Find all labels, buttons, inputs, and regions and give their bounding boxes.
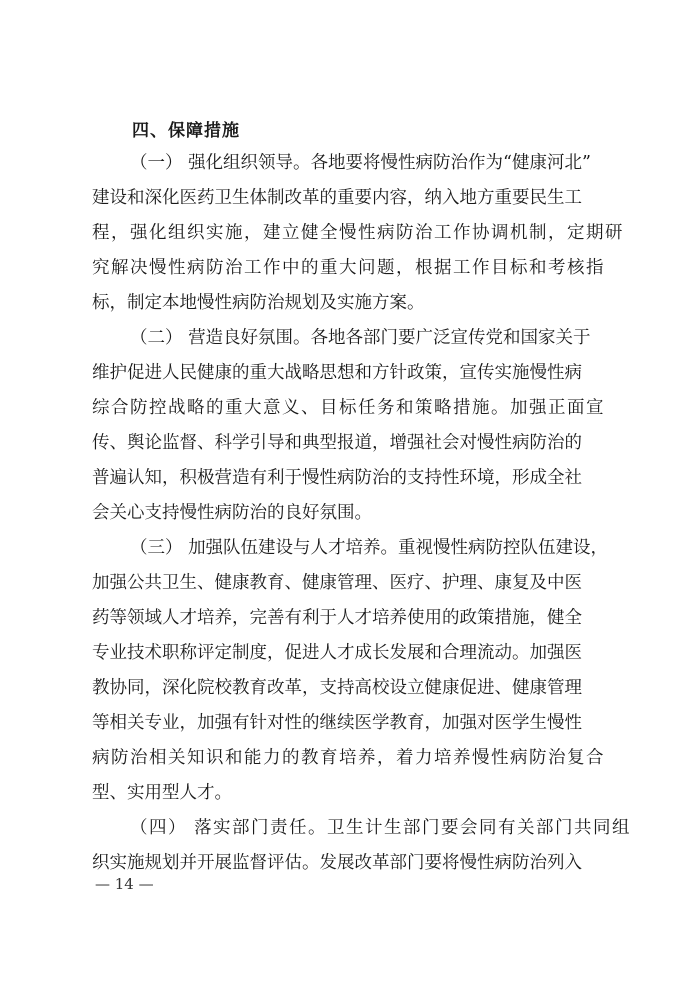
paragraph-2-line-5: 普遍认知，积极营造有利于慢性病防治的支持性环境，形成全社 (92, 468, 582, 488)
paragraph-3-line-1: （三） 加强队伍建设与人才培养。重视慢性病防控队伍建设， (130, 538, 609, 558)
paragraph-4-line-1: （四） 落实部门责任。卫生计生部门要会同有关部门共同组 (130, 818, 632, 838)
paragraph-3-line-6: 等相关专业，加强有针对性的继续医学教育，加强对医学生慢性 (92, 713, 582, 733)
page-number: — 14 — (95, 875, 154, 893)
paragraph-3-line-3: 药等领域人才培养，完善有利于人才培养使用的政策措施，健全 (92, 608, 582, 628)
paragraph-3-line-5: 教协同，深化院校教育改革，支持高校设立健康促进、健康管理 (92, 678, 582, 698)
paragraph-1-line-1: （一） 强化组织领导。各地要将慢性病防治作为“健康河北” (130, 153, 591, 173)
paragraph-2-line-4: 传、舆论监督、科学引导和典型报道，增强社会对慢性病防治的 (92, 433, 582, 453)
paragraph-1-line-2: 建设和深化医药卫生体制改革的重要内容，纳入地方重要民生工 (92, 188, 582, 208)
paragraph-3-line-4: 专业技术职称评定制度，促进人才成长发展和合理流动。加强医 (92, 643, 582, 663)
paragraph-4-line-2: 织实施规划并开展监督评估。发展改革部门要将慢性病防治列入 (92, 853, 582, 873)
paragraph-1-line-4: 究解决慢性病防治工作中的重大问题，根据工作目标和考核指 (92, 258, 605, 278)
paragraph-2-line-3: 综合防控战略的重大意义、目标任务和策略措施。加强正面宣 (92, 398, 605, 418)
paragraph-2-line-6: 会关心支持慢性病防治的良好氛围。 (92, 503, 372, 523)
paragraph-3-line-2: 加强公共卫生、健康教育、健康管理、医疗、护理、康复及中医 (92, 573, 582, 593)
paragraph-2-line-2: 维护促进人民健康的重大战略思想和方针政策，宣传实施慢性病 (92, 363, 582, 383)
paragraph-2-line-1: （二） 营造良好氛围。各地各部门要广泛宣传党和国家关于 (130, 328, 591, 348)
paragraph-1-line-3: 程，强化组织实施，建立健全慢性病防治工作协调机制，定期研 (92, 223, 624, 243)
paragraph-1-line-5: 标，制定本地慢性病防治规划及实施方案。 (92, 293, 425, 313)
section-heading: 四、保障措施 (132, 121, 240, 141)
paragraph-3-line-8: 型、实用型人才。 (92, 783, 232, 803)
paragraph-3-line-7: 病防治相关知识和能力的教育培养，着力培养慢性病防治复合 (92, 748, 605, 768)
